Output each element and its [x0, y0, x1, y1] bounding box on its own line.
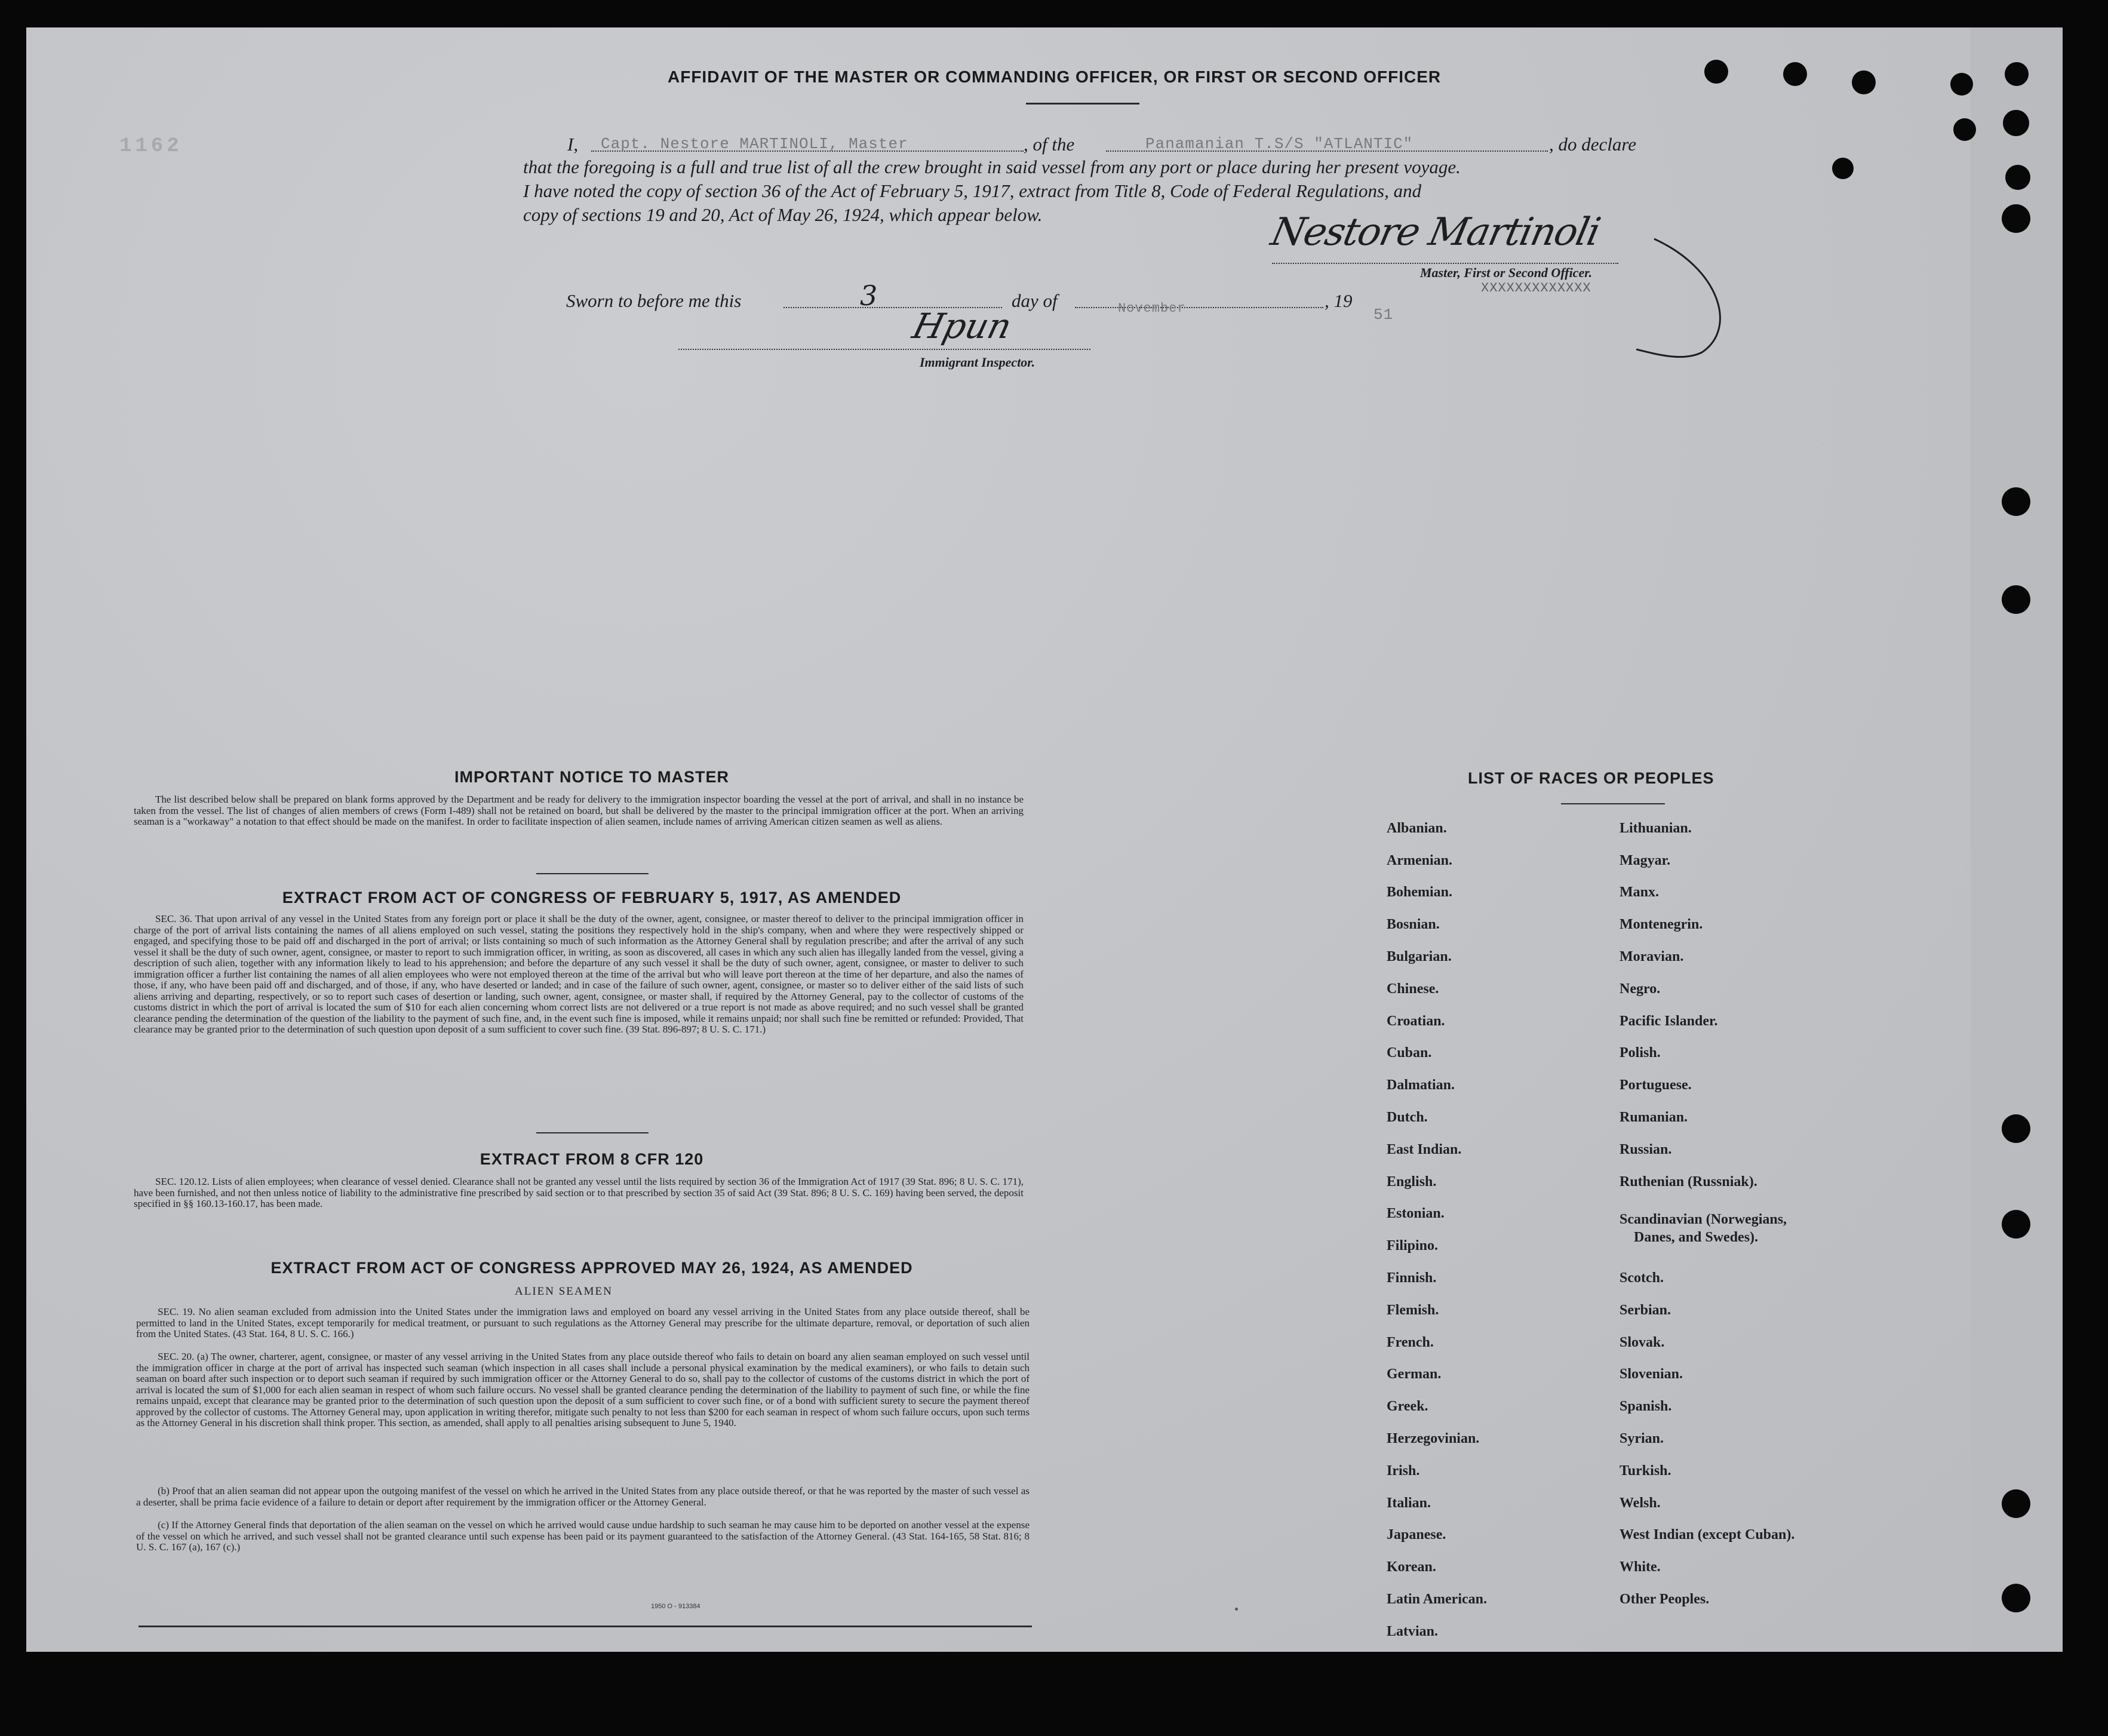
races-divider	[1561, 803, 1665, 804]
race-item: Slovak.	[1620, 1335, 1665, 1350]
race-item: Scotch.	[1620, 1270, 1664, 1286]
faint-stamp: 1162	[119, 135, 183, 158]
master-caption: Master, First or Second Officer.	[1420, 265, 1593, 280]
race-item: Latvian.	[1387, 1624, 1439, 1639]
race-item: Lithuanian.	[1620, 821, 1692, 836]
race-item: Negro.	[1620, 981, 1661, 997]
extract-1917-text: SEC. 36. That upon arrival of any vessel in the United States from any foreign port or place it shall be the duty of the owner, agent, consignee, or master thereof to deliver to the principal immigration officer in charge of the port of arrival lists containing the names of all aliens employed on such vessel, stating the positions they respectively hold in the ship's company, when and where they were respectively shipped or engaged, and specifying those to be paid off and discharged in the port of arrival; or lists containing so much of such information as the Attorney General shall by regulation prescribe; and after the arrival of any such vessel it shall be the duty of such owner, agent, consignee, or master to report to such immigration officer, in writing, as soon as discovered, all cases in which any such alien has illegally landed from the vessel, giving a description of such alien, together with any information likely to lead to his apprehension; and before the departure of any such vessel it shall be the duty of such owner, agent, consignee, or master to deliver to such immigration officer a further list containing the names of all alien employees who were not employed thereon at the time of the arrival but who will leave port thereon at the time of her departure, and also the names of those, if any, who have been paid off and discharged, and of those, if any, who have deserted or landed; and in case of the failure of such owner, agent, consignee, or master so to deliver either of the said lists of such aliens arriving and departing, respectively, or so to report such cases of desertion or landing, such owner, agent, consignee, or master shall, if required by the Attorney General, pay to the collector of customs of the customs district in which the port of arrival is located the sum of $10 for each alien concerning whom correct lists are not delivered or a true report is not made as above required; and no such vessel shall be granted clearance pending the determination of the question of the liability to the payment of such fine, and, in the event such fine is imposed, while it remains unpaid; nor shall such fine be remitted or refunded: Provided, That clearance may be granted prior to the determination of such question upon deposit of a sum sufficient to cover such fine. (39 Stat. 896-897; 8 U. S. C. 171.)	[134, 913, 1024, 1035]
year-prefix: , 19	[1325, 290, 1353, 311]
extract-1917-title: EXTRACT FROM ACT OF CONGRESS OF FEBRUARY 5, 1917, AS AMENDED	[282, 889, 902, 907]
race-item: Danes, and Swedes).	[1634, 1230, 1759, 1245]
punch-hole	[1832, 158, 1854, 179]
alien-seamen-subtitle: ALIEN SEAMEN	[515, 1285, 613, 1298]
race-item: Dutch.	[1387, 1110, 1428, 1125]
race-item: Other Peoples.	[1620, 1591, 1710, 1607]
race-item: French.	[1387, 1335, 1434, 1350]
affidavit-i: I,	[567, 134, 579, 155]
sheet-margin-strip	[1971, 27, 2063, 1652]
bottom-rule	[139, 1626, 1032, 1627]
sworn-day: 3	[860, 279, 878, 312]
punch-hole	[1852, 70, 1876, 94]
race-item: Finnish.	[1387, 1270, 1437, 1286]
race-item: Bosnian.	[1387, 917, 1440, 932]
race-item: Syrian.	[1620, 1431, 1664, 1446]
extract-cfr-title: EXTRACT FROM 8 CFR 120	[480, 1150, 704, 1168]
race-item: Slovenian.	[1620, 1366, 1683, 1382]
punch-hole	[2002, 487, 2030, 516]
race-item: Pacific Islander.	[1620, 1013, 1718, 1029]
race-item: Magyar.	[1620, 853, 1671, 868]
race-item: Irish.	[1387, 1463, 1420, 1479]
race-item: Portuguese.	[1620, 1077, 1692, 1093]
affidavit-title: AFFIDAVIT OF THE MASTER OR COMMANDING OFFICER, OR FIRST OR SECOND OFFICER	[668, 67, 1442, 86]
race-item: Serbian.	[1620, 1302, 1671, 1318]
punch-hole	[1953, 118, 1976, 141]
race-item: White.	[1620, 1559, 1661, 1575]
punch-hole	[2003, 110, 2029, 136]
punch-hole	[2002, 1584, 2030, 1612]
race-item: Ruthenian (Russniak).	[1620, 1174, 1757, 1190]
signature-flourish	[1636, 233, 1744, 364]
race-item: Cuban.	[1387, 1045, 1432, 1061]
race-item: Estonian.	[1387, 1206, 1445, 1221]
race-item: Manx.	[1620, 884, 1659, 900]
sec-20b-text: (b) Proof that an alien seaman did not appear upon the outgoing manifest of the vessel on which he arrived in the United States from any place outside thereof, or that he was reported by the master of such vessel as a deserter, shall be prima facie evidence of a failure to detain or deport after requirement by the immigration officer or the Attorney General.	[136, 1485, 1030, 1508]
race-item: West Indian (except Cuban).	[1620, 1527, 1795, 1543]
affidavit-line-3: I have noted the copy of section 36 of the Act of February 5, 1917, extract from Title 8, Code of Federal Regulations, and	[523, 180, 1422, 201]
race-item: Turkish.	[1620, 1463, 1671, 1479]
punch-hole	[2002, 204, 2030, 233]
punch-hole	[1783, 62, 1807, 86]
sec-20c-text: (c) If the Attorney General finds that deportation of the alien seaman on the vessel on which he arrived would cause undue hardship to such seaman he may cause him to be deported on another vessel at the expense of the vessel on which he arrived, and such vessel shall not be granted clearance until such expense has been paid or its payment guaranteed to the satisfaction of the Attorney General. (43 Stat. 164-165, 58 Stat. 816; 8 U. S. C. 167 (a), 167 (c).)	[136, 1519, 1030, 1553]
sworn-month: November	[1118, 301, 1186, 316]
race-item: Italian.	[1387, 1495, 1431, 1511]
race-item: Montenegrin.	[1620, 917, 1703, 932]
race-item: German.	[1387, 1366, 1442, 1382]
punch-hole	[1704, 60, 1728, 84]
year-suffix: 51	[1373, 306, 1394, 324]
punch-hole	[2002, 1210, 2030, 1239]
punch-hole	[2002, 1489, 2030, 1518]
sec-19-text: SEC. 19. No alien seaman excluded from admission into the United States under the immigration laws and employed on board any vessel arriving in the United States from any place outside thereof, shall be permitted to land in the United States, except temporarily for medical treatment, or pursuant to such regulations as the Attorney General may prescribe for the ultimate departure, removal, or deportation of such alien from the United States. (43 Stat. 164, 8 U. S. C. 166.)	[136, 1306, 1030, 1339]
print-code: 1950 O - 913384	[651, 1603, 700, 1610]
punch-hole	[2005, 165, 2030, 190]
race-item: Herzegovinian.	[1387, 1431, 1480, 1446]
affidavit-line-4: copy of sections 19 and 20, Act of May 26, 1924, which appear below.	[523, 204, 1043, 225]
race-item: Welsh.	[1620, 1495, 1661, 1511]
punch-hole	[2002, 1114, 2030, 1143]
race-item: Polish.	[1620, 1045, 1661, 1061]
race-item: Spanish.	[1620, 1399, 1672, 1414]
inspector-signature: Hpun	[908, 306, 1016, 346]
race-item: Armenian.	[1387, 853, 1452, 868]
extract-1917-divider	[536, 1132, 649, 1133]
race-item: Albanian.	[1387, 821, 1447, 836]
race-item: Korean.	[1387, 1559, 1436, 1575]
signature-line	[1272, 263, 1618, 264]
notice-text: The list described below shall be prepared on blank forms approved by the Department and be ready for delivery to the immigration inspector boarding the vessel at the port of arrival, and shall in no instance be taken from the vessel. The list of changes of alien members of crews (Form I-489) shall not be retained on board, but shall be delivered by the master to the principal immigration officer at the port. When an arriving seaman is a "workaway" a notation to that effect should be made on the manifest. In order to facilitate inspection of alien seamen, include names of arriving American citizen seamen as well as aliens.	[134, 794, 1024, 827]
sec-20a-text: SEC. 20. (a) The owner, charterer, agent, consignee, or master of any vessel arriving in the United States from any place outside thereof who fails to detain on board any alien seaman employed on such vessel until the immigration officer in charge at the port of arrival has inspected such seaman (which inspection in all cases shall include a personal physical examination by the medical examiners), or who fails to detain such seaman on board after such inspection or to deport such seaman if required by such immigration officer or the Attorney General to do so, shall pay to the collector of customs of the customs district in which the port of arrival is located the sum of $1,000 for each alien seaman in respect of whom such failure occurs. No vessel shall be granted clearance pending the determination of the liability to payment of such fine, or while the fine remains unpaid, except that clearance may be granted prior to the determination of such question upon the deposit of a sum sufficient to cover such fine, or of a bond with sufficient surety to secure the payment thereof approved by the collector of customs. The Attorney General may, upon application in writing therefor, mitigate such penalty to not less than $200 for each seaman in respect of whom such failure occurs, upon such terms as the Attorney General in his discretion shall think proper. This section, as amended, shall apply to all penalties arising subsequent to June 5, 1940.	[136, 1351, 1030, 1428]
punch-hole	[2005, 62, 2029, 86]
race-item: Rumanian.	[1620, 1110, 1688, 1125]
affidavit-do-declare: , do declare	[1549, 134, 1637, 155]
punch-hole	[1950, 73, 1973, 96]
inspector-line	[678, 349, 1090, 350]
affidavit-line-2: that the foregoing is a full and true list of all the crew brought in said vessel from any port or place during her present voyage.	[523, 156, 1461, 177]
affidavit-of-the: , of the	[1024, 134, 1075, 155]
race-item: English.	[1387, 1174, 1437, 1190]
month-blank	[1075, 307, 1323, 308]
race-item: Filipino.	[1387, 1238, 1439, 1253]
race-item: Scandinavian (Norwegians,	[1620, 1212, 1787, 1227]
sworn-label: Sworn to before me this	[566, 290, 742, 311]
race-item: Chinese.	[1387, 981, 1439, 997]
extract-cfr-text: SEC. 120.12. Lists of alien employees; when clearance of vessel denied. Clearance shall not be granted any vessel until the lists required by section 36 of the Immigration Act of 1917 (39 Stat. 896; 8 U. S. C. 171), have been furnished, and not then unless notice of liability to the administrative fine prescribed by said section or to that prescribed by section 35 of said Act (39 Stat. 896; 8 U. S. C. 169) having been served, the deposit specified in §§ 160.13-160.17, has been made.	[134, 1176, 1024, 1209]
race-item: Bulgarian.	[1387, 949, 1452, 964]
master-name: Capt. Nestore MARTINOLI, Master	[601, 135, 908, 153]
races-title: LIST OF RACES OR PEOPLES	[1468, 769, 1714, 787]
paper-speck	[1235, 1608, 1238, 1611]
race-item: Bohemian.	[1387, 884, 1453, 900]
day-of-label: day of	[1012, 290, 1058, 311]
notice-title: IMPORTANT NOTICE TO MASTER	[454, 768, 729, 786]
race-item: Latin American.	[1387, 1591, 1487, 1607]
race-item: East Indian.	[1387, 1142, 1462, 1157]
master-signature: Nestore Martinoli	[1267, 210, 1603, 254]
struck-out-title: XXXXXXXXXXXXX	[1481, 281, 1591, 296]
race-item: Japanese.	[1387, 1527, 1446, 1543]
extract-1924-title: EXTRACT FROM ACT OF CONGRESS APPROVED MAY 26, 1924, AS AMENDED	[271, 1259, 913, 1277]
inspector-caption: Immigrant Inspector.	[920, 355, 1035, 370]
notice-divider	[536, 873, 649, 874]
race-item: Flemish.	[1387, 1302, 1439, 1318]
race-item: Russian.	[1620, 1142, 1672, 1157]
race-item: Greek.	[1387, 1399, 1428, 1414]
title-divider	[1026, 103, 1139, 105]
punch-hole	[2002, 585, 2030, 614]
race-item: Moravian.	[1620, 949, 1684, 964]
vessel-name: Panamanian T.S/S "ATLANTIC"	[1145, 135, 1413, 153]
race-item: Croatian.	[1387, 1013, 1445, 1029]
race-item: Dalmatian.	[1387, 1077, 1455, 1093]
